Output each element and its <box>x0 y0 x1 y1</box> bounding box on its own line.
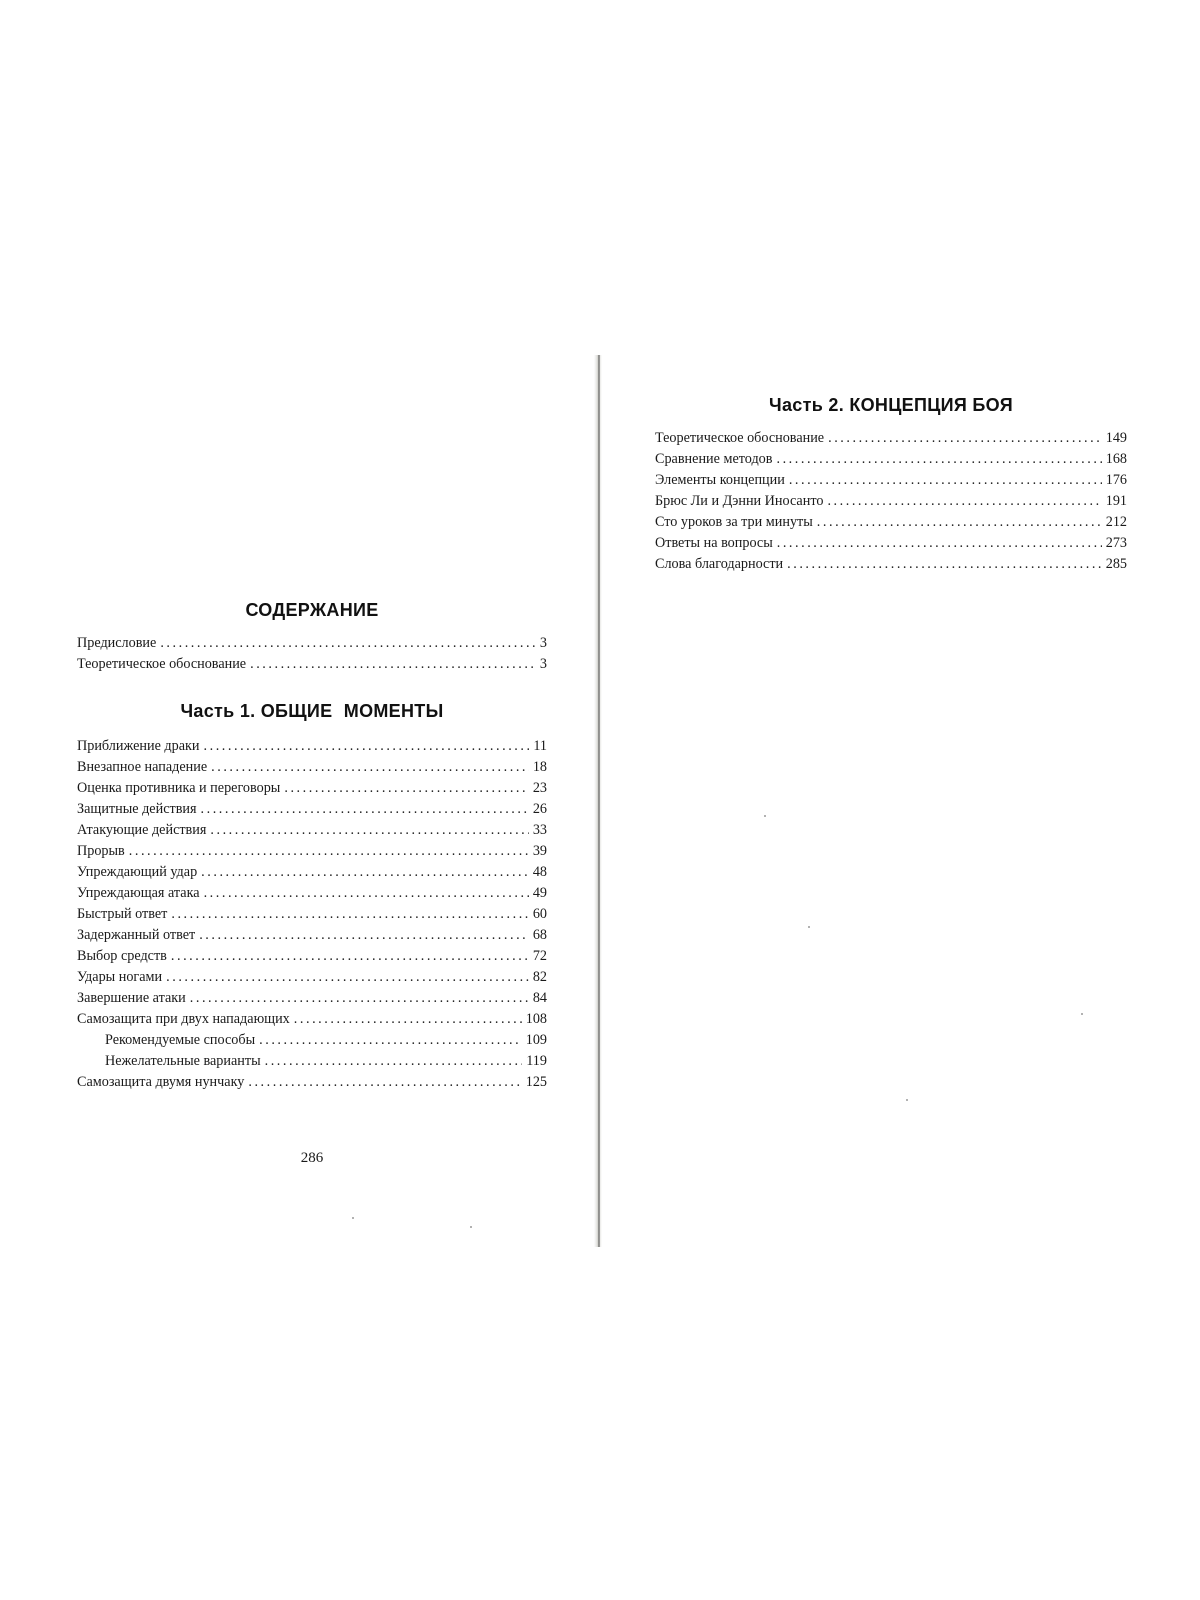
toc-entry-page: 11 <box>533 738 547 754</box>
toc-entry-title: Задержанный ответ <box>77 927 196 943</box>
toc-entry <box>77 967 547 988</box>
toc-entry-page: 72 <box>532 948 547 964</box>
dot-leader <box>160 633 536 654</box>
toc-entry <box>77 820 547 841</box>
toc-entry-page: 82 <box>532 969 547 985</box>
dot-leader <box>171 904 528 925</box>
dot-leader <box>204 883 529 904</box>
dot-leader <box>259 1030 522 1051</box>
toc-entry-page: 273 <box>1105 535 1127 551</box>
part1-toc-list <box>77 736 547 1093</box>
dot-leader <box>284 778 528 799</box>
part1-heading-prefix: Часть 1. <box>180 701 256 721</box>
toc-entry <box>77 904 547 925</box>
dot-leader <box>776 449 1101 470</box>
dot-leader <box>190 988 529 1009</box>
toc-entry-title: Слова благодарности <box>655 556 784 572</box>
part2-heading <box>655 395 1127 416</box>
toc-entry <box>77 883 547 904</box>
gutter-fold-line <box>598 355 600 1247</box>
toc-entry-title: Теоретическое обоснование <box>655 430 825 446</box>
dot-leader <box>787 554 1102 575</box>
dot-leader <box>294 1009 522 1030</box>
toc-entry-title: Прорыв <box>77 843 125 859</box>
toc-entry-page: 285 <box>1105 556 1127 572</box>
toc-entry <box>77 633 547 654</box>
toc-entry-page: 18 <box>532 759 547 775</box>
toc-entry-page: 3 <box>539 635 547 651</box>
toc-entry <box>77 988 547 1009</box>
toc-entry-page: 39 <box>532 843 547 859</box>
toc-entry-title: Нежелательные варианты <box>105 1053 261 1069</box>
dot-leader <box>129 841 529 862</box>
toc-entry <box>655 512 1127 533</box>
toc-entry-title: Теоретическое обоснование <box>77 656 247 672</box>
toc-entry-page: 33 <box>532 822 547 838</box>
toc-entry-page: 3 <box>539 656 547 672</box>
toc-entry-page: 26 <box>532 801 547 817</box>
toc-entry <box>655 449 1127 470</box>
toc-entry <box>655 491 1127 512</box>
toc-entry <box>77 946 547 967</box>
dot-leader <box>817 512 1102 533</box>
toc-entry-title: Сто уроков за три минуты <box>655 514 813 530</box>
toc-entry <box>77 654 547 675</box>
toc-entry-page: 119 <box>526 1053 547 1069</box>
toc-entry-title: Внезапное нападение <box>77 759 208 775</box>
toc-entry <box>655 533 1127 554</box>
toc-entry-title: Ответы на вопросы <box>655 535 773 551</box>
toc-subentry <box>77 1030 547 1051</box>
toc-entry <box>655 554 1127 575</box>
toc-entry-title: Завершение атаки <box>77 990 186 1006</box>
toc-entry <box>77 1072 547 1093</box>
toc-entry <box>655 428 1127 449</box>
part1-heading-word1: ОБЩИЕ <box>260 701 333 721</box>
dot-leader <box>171 946 529 967</box>
dot-leader <box>777 533 1102 554</box>
left-page <box>77 600 547 1093</box>
dot-leader <box>789 470 1102 491</box>
page-number: 286 <box>300 1150 324 1166</box>
toc-entry-page: 109 <box>525 1032 547 1048</box>
dot-leader <box>204 736 530 757</box>
toc-entry <box>77 736 547 757</box>
part1-heading <box>77 701 547 722</box>
part2-toc-list <box>655 428 1127 575</box>
toc-entry-title: Приближение драки <box>77 738 200 754</box>
dot-leader <box>265 1051 523 1072</box>
scan-speck <box>808 926 810 928</box>
scan-speck <box>906 1099 908 1101</box>
intro-toc-list <box>77 633 547 675</box>
toc-entry-title: Предисловие <box>77 635 157 651</box>
toc-entry <box>655 470 1127 491</box>
toc-entry-title: Брюс Ли и Дэнни Иносанто <box>655 493 824 509</box>
dot-leader <box>210 820 528 841</box>
toc-entry <box>77 841 547 862</box>
toc-entry-title: Защитные действия <box>77 801 197 817</box>
contents-heading: СОДЕРЖАНИЕ <box>245 600 379 620</box>
scan-speck <box>352 1217 354 1219</box>
toc-entry-title: Самозащита двумя нунчаку <box>77 1074 245 1090</box>
scan-speck <box>1081 1013 1083 1015</box>
toc-entry-page: 49 <box>532 885 547 901</box>
dot-leader <box>199 925 529 946</box>
toc-subentry <box>77 1051 547 1072</box>
part1-heading-word2: МОМЕНТЫ <box>343 701 444 721</box>
toc-entry-title: Упреждающий удар <box>77 864 198 880</box>
toc-entry <box>77 778 547 799</box>
dot-leader <box>201 862 529 883</box>
toc-entry-page: 84 <box>532 990 547 1006</box>
part2-heading-title: КОНЦЕПЦИЯ БОЯ <box>849 395 1013 415</box>
dot-leader <box>211 757 529 778</box>
toc-entry <box>77 1009 547 1030</box>
right-page <box>655 395 1127 575</box>
dot-leader <box>827 491 1101 512</box>
scan-speck <box>764 815 766 817</box>
toc-entry-title: Рекомендуемые способы <box>105 1032 256 1048</box>
dot-leader <box>250 654 536 675</box>
toc-entry-page: 176 <box>1105 472 1127 488</box>
toc-entry-title: Удары ногами <box>77 969 163 985</box>
toc-entry <box>77 799 547 820</box>
dot-leader <box>828 428 1102 449</box>
toc-entry <box>77 862 547 883</box>
toc-entry-page: 212 <box>1105 514 1127 530</box>
toc-entry-page: 48 <box>532 864 547 880</box>
dot-leader <box>166 967 529 988</box>
part2-heading-prefix: Часть 2. <box>769 395 844 415</box>
toc-entry-page: 125 <box>525 1074 547 1090</box>
dot-leader <box>201 799 529 820</box>
scan-speck <box>470 1226 472 1228</box>
dot-leader <box>248 1072 521 1093</box>
toc-entry-title: Элементы концепции <box>655 472 785 488</box>
toc-entry-title: Оценка противника и переговоры <box>77 780 281 796</box>
toc-entry-page: 60 <box>532 906 547 922</box>
toc-entry-title: Атакующие действия <box>77 822 207 838</box>
toc-entry-title: Быстрый ответ <box>77 906 168 922</box>
toc-entry <box>77 757 547 778</box>
toc-entry <box>77 925 547 946</box>
toc-entry-title: Упреждающая атака <box>77 885 200 901</box>
toc-entry-page: 149 <box>1105 430 1127 446</box>
toc-entry-page: 191 <box>1105 493 1127 509</box>
toc-entry-page: 23 <box>532 780 547 796</box>
toc-entry-title: Сравнение методов <box>655 451 773 467</box>
toc-entry-page: 68 <box>532 927 547 943</box>
toc-entry-page: 108 <box>525 1011 547 1027</box>
toc-entry-title: Самозащита при двух нападающих <box>77 1011 290 1027</box>
toc-entry-title: Выбор средств <box>77 948 167 964</box>
toc-entry-page: 168 <box>1105 451 1127 467</box>
